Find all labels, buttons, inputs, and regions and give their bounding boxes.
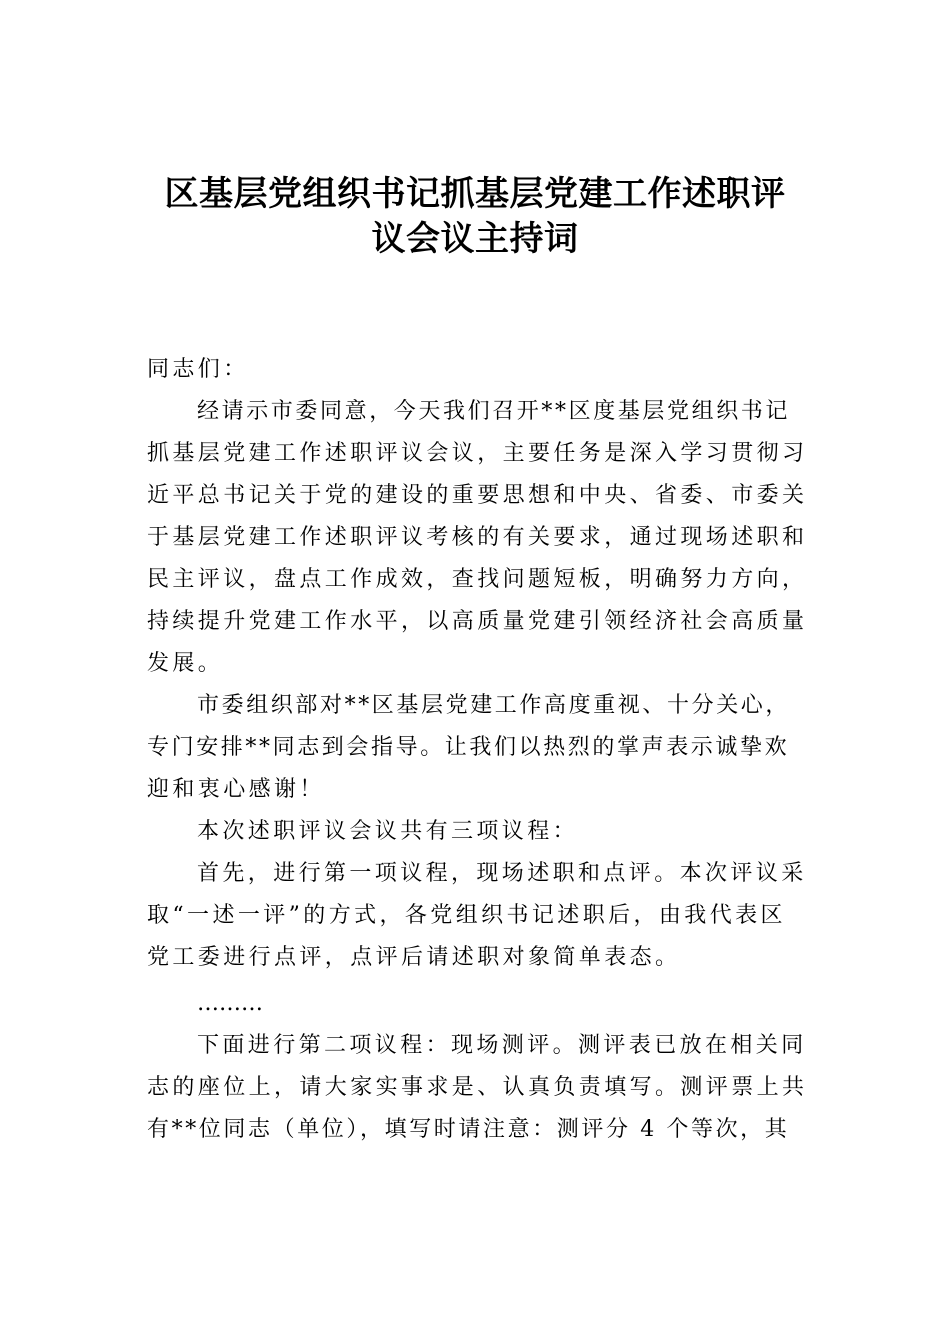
paragraph-4-line-3: 党工委进行点评，点评后请述职对象简单表态。 [147,945,681,970]
paragraph-1-line-6: 持续提升党建工作水平，以高质量党建引领经济社会高质量 [147,609,808,634]
paragraph-2-line-2: 专门安排**同志到会指导。让我们以热烈的掌声表示诚挚欢 [147,735,790,760]
paragraph-4-line-2: 取“一述一评”的方式，各党组织书记述职后，由我代表区 [147,903,786,928]
ellipsis-line: ……… [197,991,263,1016]
salutation: 同志们： [147,357,249,382]
document-title-line-1: 区基层党组织书记抓基层党建工作述职评 [164,174,786,214]
paragraph-5-line-2: 志的座位上，请大家实事求是、认真负责填写。测评票上共 [147,1075,808,1100]
paragraph-1-line-5: 民主评议，盘点工作成效，查找问题短板，明确努力方向， [147,567,808,592]
paragraph-1-line-2: 抓基层党建工作述职评议会议，主要任务是深入学习贯彻习 [147,441,808,466]
paragraph-3-line-1: 本次述职评议会议共有三项议程： [197,819,579,844]
paragraph-1-line-3: 近平总书记关于党的建设的重要思想和中央、省委、市委关 [147,483,808,508]
paragraph-5-line-1: 下面进行第二项议程：现场测评。测评表已放在相关同 [197,1033,807,1058]
paragraph-1-line-4: 于基层党建工作述职评议考核的有关要求，通过现场述职和 [147,525,808,550]
document-title-line-2: 议会议主持词 [371,219,579,259]
paragraph-4-line-1: 首先，进行第一项议程，现场述职和点评。本次评议采 [197,861,807,886]
paragraph-1-line-7: 发展。 [147,651,224,676]
paragraph-2-line-3: 迎和衷心感谢！ [147,777,325,802]
paragraph-2-line-1: 市委组织部对**区基层党建工作高度重视、十分关心， [197,693,791,718]
paragraph-1-line-1: 经请示市委同意，今天我们召开**区度基层党组织书记 [197,399,791,424]
paragraph-5-line-3: 有**位同志（单位），填写时请注意：测评分 4 个等次，其 [147,1117,790,1142]
